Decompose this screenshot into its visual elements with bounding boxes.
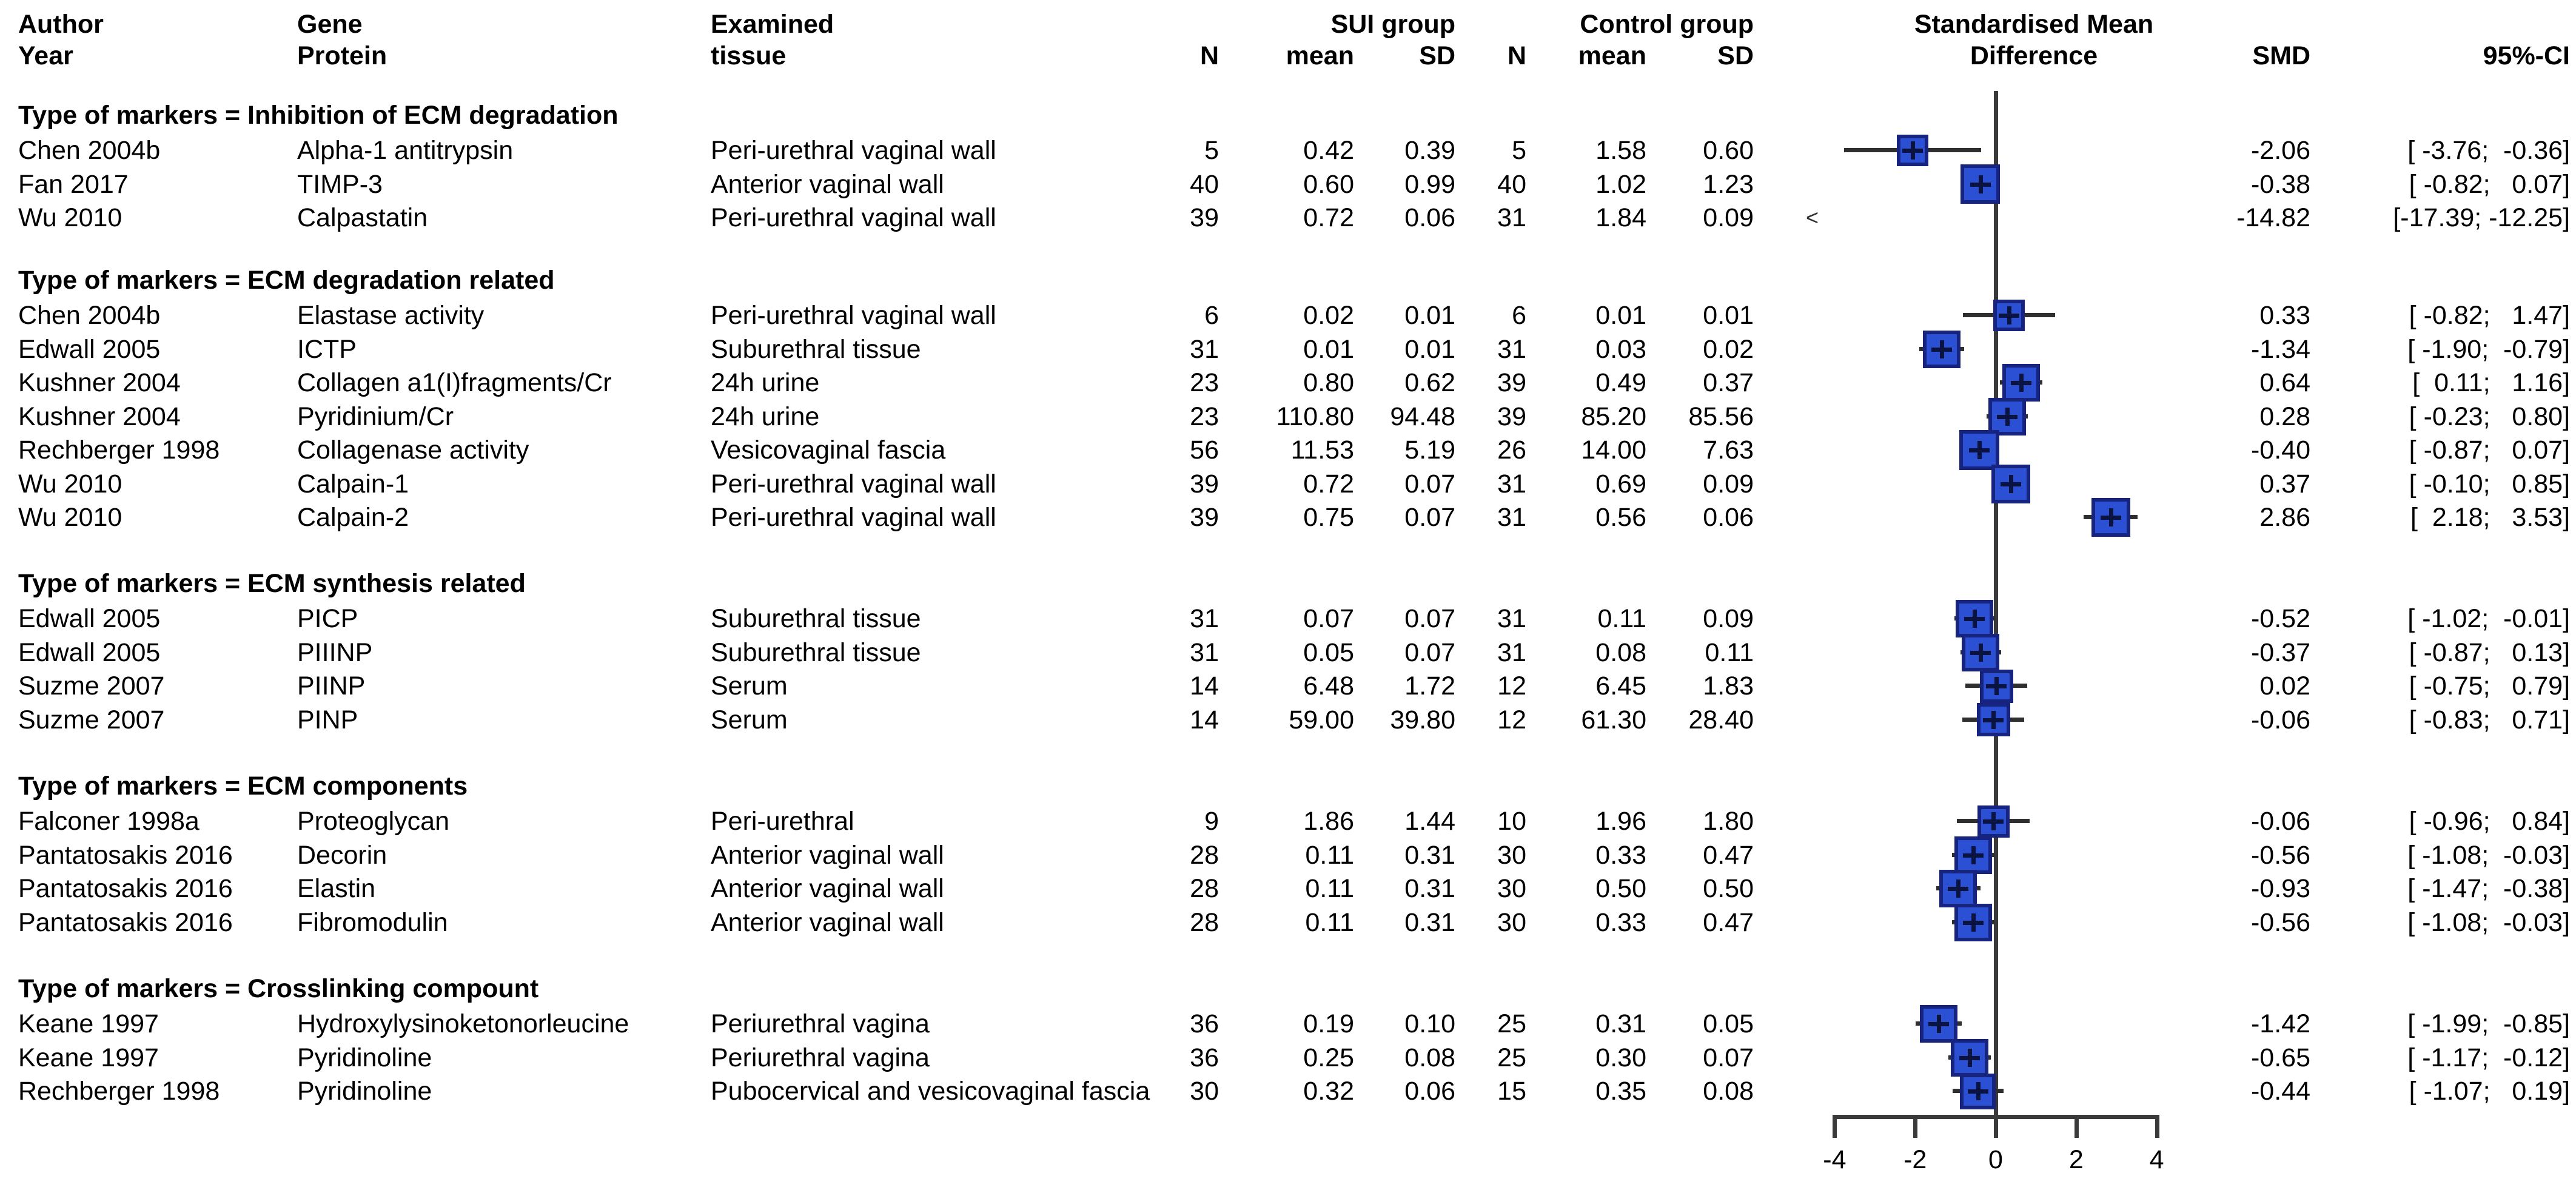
sd-ctrl-cell: 0.37 xyxy=(1703,368,1754,397)
gene-cell: Collagen a1(I)fragments/Cr xyxy=(297,368,612,397)
author-cell: Chen 2004b xyxy=(18,136,161,165)
mean-ctrl-cell: 61.30 xyxy=(1581,705,1646,735)
marker-cross-v xyxy=(1911,141,1915,160)
n-ctrl-cell: 31 xyxy=(1497,334,1526,364)
mean-sui-cell: 0.07 xyxy=(1303,604,1354,633)
ci-value: [ 0.11; 1.16] xyxy=(2412,368,2570,397)
gene-cell: TIMP-3 xyxy=(297,169,383,199)
mean-sui-cell: 0.11 xyxy=(1305,874,1354,903)
smd-value: 0.64 xyxy=(2259,368,2310,397)
author-cell: Keane 1997 xyxy=(18,1009,159,1038)
mean-ctrl-cell: 0.49 xyxy=(1595,368,1646,397)
marker-cross-v xyxy=(1940,340,1944,358)
mean-sui-cell: 11.53 xyxy=(1290,435,1354,465)
col-header-sd-ctrl: SD xyxy=(1717,41,1754,70)
mean-ctrl-cell: 14.00 xyxy=(1581,435,1646,465)
tissue-cell: Peri-urethral vaginal wall xyxy=(711,136,996,165)
gene-cell: Hydroxylysinoketonorleucine xyxy=(297,1009,629,1038)
author-cell: Edwall 2005 xyxy=(18,637,161,667)
sd-ctrl-cell: 0.09 xyxy=(1703,469,1754,499)
sd-sui-cell: 0.07 xyxy=(1404,604,1455,633)
x-axis-tick xyxy=(2075,1115,2079,1138)
sd-sui-cell: 0.06 xyxy=(1404,1077,1455,1106)
tissue-cell: Anterior vaginal wall xyxy=(711,169,944,199)
ci-value: [ -0.82; 0.07] xyxy=(2409,169,2570,199)
sd-ctrl-cell: 0.09 xyxy=(1703,604,1754,633)
gene-cell: Decorin xyxy=(297,840,387,870)
author-cell: Fan 2017 xyxy=(18,169,129,199)
n-ctrl-cell: 26 xyxy=(1497,435,1526,465)
smd-value: -0.56 xyxy=(2250,907,2310,937)
sd-ctrl-cell: 7.63 xyxy=(1703,435,1754,465)
marker-cross-v xyxy=(1968,1049,1972,1067)
author-cell: Kushner 2004 xyxy=(18,368,181,397)
mean-ctrl-cell: 0.35 xyxy=(1595,1077,1646,1106)
smd-value: -0.52 xyxy=(2250,604,2310,633)
gene-cell: Collagenase activity xyxy=(297,435,529,465)
marker-cross-v xyxy=(1977,441,1982,459)
marker-cross-v xyxy=(1973,610,1977,628)
sd-ctrl-cell: 85.56 xyxy=(1688,402,1754,431)
gene-cell: Pyridinoline xyxy=(297,1043,432,1072)
x-axis-tick-label: 4 xyxy=(2149,1145,2164,1174)
ci-value: [-17.39; -12.25] xyxy=(2393,203,2570,232)
mean-ctrl-cell: 1.84 xyxy=(1595,203,1646,232)
n-ctrl-cell: 30 xyxy=(1497,874,1526,903)
sd-sui-cell: 0.07 xyxy=(1404,469,1455,499)
sd-sui-cell: 0.62 xyxy=(1404,368,1455,397)
n-ctrl-cell: 40 xyxy=(1497,169,1526,199)
col-header-n-ctrl: N xyxy=(1507,41,1526,70)
smd-value: -0.40 xyxy=(2250,435,2310,465)
col-header-protein: Protein xyxy=(297,41,387,70)
author-cell: Edwall 2005 xyxy=(18,604,161,633)
sd-ctrl-cell: 0.05 xyxy=(1703,1009,1754,1038)
ci-value: [ -1.08; -0.03] xyxy=(2407,907,2570,937)
marker-cross-v xyxy=(1979,175,1983,193)
sd-ctrl-cell: 0.09 xyxy=(1703,203,1754,232)
offscale-arrow: < xyxy=(1806,205,1819,230)
gene-cell: Calpain-1 xyxy=(297,469,409,499)
gene-cell: Elastase activity xyxy=(297,301,485,330)
sd-ctrl-cell: 0.07 xyxy=(1703,1043,1754,1072)
n-sui-cell: 28 xyxy=(1190,874,1219,903)
sd-sui-cell: 0.10 xyxy=(1404,1009,1455,1038)
sd-ctrl-cell: 0.11 xyxy=(1705,637,1754,667)
smd-value: -2.06 xyxy=(2250,136,2310,165)
smd-value: -1.42 xyxy=(2250,1009,2310,1038)
gene-cell: Elastin xyxy=(297,874,376,903)
author-cell: Edwall 2005 xyxy=(18,334,161,364)
tissue-cell: Serum xyxy=(711,705,788,735)
marker-cross-v xyxy=(2009,475,2013,493)
n-ctrl-cell: 31 xyxy=(1497,503,1526,532)
ci-value: [ -0.83; 0.71] xyxy=(2409,705,2570,735)
n-sui-cell: 28 xyxy=(1190,907,1219,937)
author-cell: Wu 2010 xyxy=(18,469,122,499)
mean-sui-cell: 1.86 xyxy=(1303,807,1354,836)
tissue-cell: Serum xyxy=(711,671,788,701)
ci-value: [ -0.96; 0.84] xyxy=(2409,807,2570,836)
sd-sui-cell: 0.07 xyxy=(1404,637,1455,667)
n-sui-cell: 56 xyxy=(1190,435,1219,465)
ci-value: [ -1.08; -0.03] xyxy=(2407,840,2570,870)
marker-cross-v xyxy=(2019,374,2024,392)
mean-ctrl-cell: 1.58 xyxy=(1595,136,1646,165)
n-ctrl-cell: 25 xyxy=(1497,1043,1526,1072)
sd-sui-cell: 0.01 xyxy=(1404,301,1455,330)
mean-sui-cell: 0.72 xyxy=(1303,203,1354,232)
mean-ctrl-cell: 6.45 xyxy=(1595,671,1646,701)
mean-sui-cell: 0.19 xyxy=(1303,1009,1354,1038)
n-sui-cell: 9 xyxy=(1204,807,1219,836)
marker-cross-v xyxy=(1994,677,1999,695)
sd-sui-cell: 0.07 xyxy=(1404,503,1455,532)
n-ctrl-cell: 31 xyxy=(1497,604,1526,633)
mean-ctrl-cell: 0.03 xyxy=(1595,334,1646,364)
sd-ctrl-cell: 1.83 xyxy=(1703,671,1754,701)
col-header-smd-line2: Difference xyxy=(1970,41,2098,70)
sd-sui-cell: 0.39 xyxy=(1404,136,1455,165)
sd-ctrl-cell: 0.01 xyxy=(1703,301,1754,330)
mean-ctrl-cell: 0.50 xyxy=(1595,874,1646,903)
sd-sui-cell: 1.44 xyxy=(1404,807,1455,836)
tissue-cell: 24h urine xyxy=(711,368,820,397)
n-sui-cell: 39 xyxy=(1190,203,1219,232)
col-header-sd-sui: SD xyxy=(1419,41,1455,70)
mean-sui-cell: 6.48 xyxy=(1303,671,1354,701)
gene-cell: PINP xyxy=(297,705,358,735)
mean-sui-cell: 0.80 xyxy=(1303,368,1354,397)
gene-cell: ICTP xyxy=(297,334,357,364)
tissue-cell: Anterior vaginal wall xyxy=(711,840,944,870)
mean-ctrl-cell: 0.01 xyxy=(1595,301,1646,330)
mean-ctrl-cell: 0.56 xyxy=(1595,503,1646,532)
n-ctrl-cell: 5 xyxy=(1512,136,1526,165)
author-cell: Pantatosakis 2016 xyxy=(18,907,233,937)
group-header-label: Type of markers = ECM synthesis related xyxy=(18,569,526,598)
n-sui-cell: 14 xyxy=(1190,705,1219,735)
col-header-tissue: tissue xyxy=(711,41,787,70)
smd-value: -14.82 xyxy=(2236,203,2310,232)
n-sui-cell: 30 xyxy=(1190,1077,1219,1106)
n-sui-cell: 36 xyxy=(1190,1043,1219,1072)
ci-value: [ -1.90; -0.79] xyxy=(2407,334,2570,364)
n-ctrl-cell: 25 xyxy=(1497,1009,1526,1038)
marker-cross-v xyxy=(2005,408,2010,426)
gene-cell: Alpha-1 antitrypsin xyxy=(297,136,514,165)
tissue-cell: 24h urine xyxy=(711,402,820,431)
tissue-cell: Periurethral vagina xyxy=(711,1009,930,1038)
author-cell: Wu 2010 xyxy=(18,203,122,232)
sd-sui-cell: 0.99 xyxy=(1404,169,1455,199)
smd-value: 0.37 xyxy=(2259,469,2310,499)
n-sui-cell: 23 xyxy=(1190,368,1219,397)
author-cell: Wu 2010 xyxy=(18,503,122,532)
mean-ctrl-cell: 0.08 xyxy=(1595,637,1646,667)
author-cell: Falconer 1998a xyxy=(18,807,200,836)
sd-ctrl-cell: 0.50 xyxy=(1703,874,1754,903)
author-cell: Pantatosakis 2016 xyxy=(18,874,233,903)
group-header-label: Type of markers = ECM degradation related xyxy=(18,266,555,295)
x-axis-tick-label: 0 xyxy=(1988,1145,2003,1174)
ci-value: [ -1.17; -0.12] xyxy=(2407,1043,2570,1072)
sd-ctrl-cell: 0.02 xyxy=(1703,334,1754,364)
smd-value: 0.33 xyxy=(2259,301,2310,330)
mean-sui-cell: 110.80 xyxy=(1276,402,1354,431)
sd-sui-cell: 0.31 xyxy=(1404,840,1455,870)
n-ctrl-cell: 12 xyxy=(1497,671,1526,701)
n-sui-cell: 5 xyxy=(1204,136,1219,165)
col-header-smd-line1: Standardised Mean xyxy=(1914,10,2154,39)
x-axis-tick-label: -2 xyxy=(1903,1145,1927,1174)
tissue-cell: Anterior vaginal wall xyxy=(711,907,944,937)
marker-cross-v xyxy=(1971,846,1976,864)
ci-value: [ -1.02; -0.01] xyxy=(2407,604,2570,633)
sd-ctrl-cell: 0.47 xyxy=(1703,907,1754,937)
smd-value: -0.56 xyxy=(2250,840,2310,870)
marker-cross-v xyxy=(1991,812,1996,830)
author-cell: Suzme 2007 xyxy=(18,671,165,701)
sd-ctrl-cell: 0.06 xyxy=(1703,503,1754,532)
n-ctrl-cell: 39 xyxy=(1497,368,1526,397)
mean-ctrl-cell: 0.31 xyxy=(1595,1009,1646,1038)
x-axis-tick-label: -4 xyxy=(1823,1145,1846,1174)
mean-ctrl-cell: 0.69 xyxy=(1595,469,1646,499)
n-ctrl-cell: 30 xyxy=(1497,907,1526,937)
ci-value: [ -0.23; 0.80] xyxy=(2409,402,2570,431)
x-axis-tick-label: 2 xyxy=(2068,1145,2084,1174)
tissue-cell: Peri-urethral xyxy=(711,807,854,836)
col-header-smd-value: SMD xyxy=(2252,41,2310,70)
x-axis-tick xyxy=(1913,1115,1917,1138)
mean-sui-cell: 0.01 xyxy=(1303,334,1354,364)
n-sui-cell: 23 xyxy=(1190,402,1219,431)
tissue-cell: Suburethral tissue xyxy=(711,637,921,667)
sd-sui-cell: 0.31 xyxy=(1404,874,1455,903)
gene-cell: PICP xyxy=(297,604,358,633)
mean-sui-cell: 0.11 xyxy=(1305,840,1354,870)
x-axis-tick xyxy=(1994,1115,1998,1138)
tissue-cell: Peri-urethral vaginal wall xyxy=(711,469,996,499)
n-ctrl-cell: 6 xyxy=(1512,301,1526,330)
n-sui-cell: 28 xyxy=(1190,840,1219,870)
n-ctrl-cell: 30 xyxy=(1497,840,1526,870)
mean-ctrl-cell: 0.33 xyxy=(1595,907,1646,937)
zero-effect-line xyxy=(1994,91,1998,1115)
tissue-cell: Pubocervical and vesicovaginal fascia xyxy=(711,1077,1150,1106)
sd-ctrl-cell: 28.40 xyxy=(1688,705,1754,735)
n-sui-cell: 14 xyxy=(1190,671,1219,701)
ci-value: [ -0.10; 0.85] xyxy=(2409,469,2570,499)
sd-sui-cell: 0.08 xyxy=(1404,1043,1455,1072)
marker-cross-v xyxy=(1979,644,1983,662)
col-header-n-sui: N xyxy=(1199,41,1219,70)
n-sui-cell: 6 xyxy=(1204,301,1219,330)
sd-sui-cell: 39.80 xyxy=(1390,705,1455,735)
sd-sui-cell: 0.06 xyxy=(1404,203,1455,232)
n-ctrl-cell: 10 xyxy=(1497,807,1526,836)
smd-value: 0.28 xyxy=(2259,402,2310,431)
n-ctrl-cell: 31 xyxy=(1497,469,1526,499)
ci-value: [ -1.07; 0.19] xyxy=(2409,1077,2570,1106)
author-cell: Kushner 2004 xyxy=(18,402,181,431)
gene-cell: PIIINP xyxy=(297,637,373,667)
tissue-cell: Peri-urethral vaginal wall xyxy=(711,503,996,532)
ci-value: [ -1.99; -0.85] xyxy=(2407,1009,2570,1038)
n-ctrl-cell: 31 xyxy=(1497,637,1526,667)
ci-value: [ -0.87; 0.07] xyxy=(2409,435,2570,465)
tissue-cell: Vesicovaginal fascia xyxy=(711,435,946,465)
col-header-examined: Examined xyxy=(711,10,834,39)
sd-sui-cell: 0.31 xyxy=(1404,907,1455,937)
ci-value: [ -1.47; -0.38] xyxy=(2407,874,2570,903)
col-header-mean-sui: mean xyxy=(1286,41,1354,70)
n-ctrl-cell: 39 xyxy=(1497,402,1526,431)
gene-cell: Fibromodulin xyxy=(297,907,448,937)
col-header-sui-group: SUI group xyxy=(1330,10,1455,39)
sd-ctrl-cell: 0.60 xyxy=(1703,136,1754,165)
sd-sui-cell: 0.01 xyxy=(1404,334,1455,364)
n-sui-cell: 39 xyxy=(1190,503,1219,532)
sd-ctrl-cell: 0.47 xyxy=(1703,840,1754,870)
col-header-author: Author xyxy=(18,10,104,39)
x-axis-tick xyxy=(1833,1115,1837,1138)
group-header-label: Type of markers = Inhibition of ECM degradation xyxy=(18,101,619,130)
n-sui-cell: 39 xyxy=(1190,469,1219,499)
mean-sui-cell: 0.75 xyxy=(1303,503,1354,532)
mean-sui-cell: 0.02 xyxy=(1303,301,1354,330)
col-header-mean-ctrl: mean xyxy=(1578,41,1646,70)
mean-sui-cell: 0.11 xyxy=(1305,907,1354,937)
group-header-label: Type of markers = Crosslinking compount xyxy=(18,974,539,1003)
ci-value: [ 2.18; 3.53] xyxy=(2410,503,2570,532)
mean-ctrl-cell: 1.96 xyxy=(1595,807,1646,836)
mean-ctrl-cell: 85.20 xyxy=(1581,402,1646,431)
tissue-cell: Peri-urethral vaginal wall xyxy=(711,301,996,330)
sd-sui-cell: 94.48 xyxy=(1390,402,1455,431)
ci-value: [ -3.76; -0.36] xyxy=(2407,136,2570,165)
col-header-year: Year xyxy=(18,41,73,70)
tissue-cell: Anterior vaginal wall xyxy=(711,874,944,903)
smd-value: -0.06 xyxy=(2250,705,2310,735)
col-header-gene: Gene xyxy=(297,10,363,39)
mean-ctrl-cell: 0.11 xyxy=(1597,604,1646,633)
tissue-cell: Suburethral tissue xyxy=(711,334,921,364)
sd-ctrl-cell: 0.08 xyxy=(1703,1077,1754,1106)
mean-sui-cell: 0.60 xyxy=(1303,169,1354,199)
marker-cross-v xyxy=(1971,913,1976,932)
smd-value: -0.93 xyxy=(2250,874,2310,903)
smd-value: -0.37 xyxy=(2250,637,2310,667)
gene-cell: PIINP xyxy=(297,671,366,701)
tissue-cell: Suburethral tissue xyxy=(711,604,921,633)
marker-cross-v xyxy=(1937,1015,1941,1033)
gene-cell: Pyridinium/Cr xyxy=(297,402,454,431)
marker-cross-v xyxy=(1991,711,1996,729)
n-sui-cell: 31 xyxy=(1190,637,1219,667)
gene-cell: Calpastatin xyxy=(297,203,428,232)
n-sui-cell: 36 xyxy=(1190,1009,1219,1038)
mean-sui-cell: 0.05 xyxy=(1303,637,1354,667)
smd-value: 2.86 xyxy=(2259,503,2310,532)
col-header-ci: 95%-CI xyxy=(2483,41,2570,70)
mean-sui-cell: 0.25 xyxy=(1303,1043,1354,1072)
author-cell: Chen 2004b xyxy=(18,301,161,330)
mean-ctrl-cell: 0.30 xyxy=(1595,1043,1646,1072)
author-cell: Suzme 2007 xyxy=(18,705,165,735)
mean-sui-cell: 0.32 xyxy=(1303,1077,1354,1106)
author-cell: Rechberger 1998 xyxy=(18,435,220,465)
smd-value: 0.02 xyxy=(2259,671,2310,701)
marker-cross-v xyxy=(1976,1082,1981,1100)
tissue-cell: Peri-urethral vaginal wall xyxy=(711,203,996,232)
gene-cell: Proteoglycan xyxy=(297,807,449,836)
sd-sui-cell: 1.72 xyxy=(1404,671,1455,701)
sd-ctrl-cell: 1.23 xyxy=(1703,169,1754,199)
smd-value: -0.38 xyxy=(2250,169,2310,199)
smd-value: -0.06 xyxy=(2250,807,2310,836)
mean-sui-cell: 0.42 xyxy=(1303,136,1354,165)
ci-value: [ -0.87; 0.13] xyxy=(2409,637,2570,667)
marker-cross-v xyxy=(1956,879,1961,898)
sd-sui-cell: 5.19 xyxy=(1404,435,1455,465)
smd-value: -0.65 xyxy=(2250,1043,2310,1072)
author-cell: Keane 1997 xyxy=(18,1043,159,1072)
sd-ctrl-cell: 1.80 xyxy=(1703,807,1754,836)
x-axis-tick xyxy=(2155,1115,2159,1138)
smd-value: -0.44 xyxy=(2250,1077,2310,1106)
author-cell: Rechberger 1998 xyxy=(18,1077,220,1106)
col-header-control-group: Control group xyxy=(1580,10,1754,39)
mean-ctrl-cell: 0.33 xyxy=(1595,840,1646,870)
marker-cross-v xyxy=(2007,306,2011,324)
n-ctrl-cell: 12 xyxy=(1497,705,1526,735)
author-cell: Pantatosakis 2016 xyxy=(18,840,233,870)
mean-sui-cell: 0.72 xyxy=(1303,469,1354,499)
ci-value: [ -0.75; 0.79] xyxy=(2409,671,2570,701)
mean-ctrl-cell: 1.02 xyxy=(1595,169,1646,199)
mean-sui-cell: 59.00 xyxy=(1289,705,1354,735)
n-sui-cell: 31 xyxy=(1190,334,1219,364)
n-sui-cell: 40 xyxy=(1190,169,1219,199)
n-sui-cell: 31 xyxy=(1190,604,1219,633)
group-header-label: Type of markers = ECM components xyxy=(18,772,468,801)
gene-cell: Pyridinoline xyxy=(297,1077,432,1106)
gene-cell: Calpain-2 xyxy=(297,503,409,532)
marker-cross-v xyxy=(2109,508,2113,526)
ci-value: [ -0.82; 1.47] xyxy=(2409,301,2570,330)
n-ctrl-cell: 31 xyxy=(1497,203,1526,232)
smd-value: -1.34 xyxy=(2250,334,2310,364)
tissue-cell: Periurethral vagina xyxy=(711,1043,930,1072)
n-ctrl-cell: 15 xyxy=(1497,1077,1526,1106)
